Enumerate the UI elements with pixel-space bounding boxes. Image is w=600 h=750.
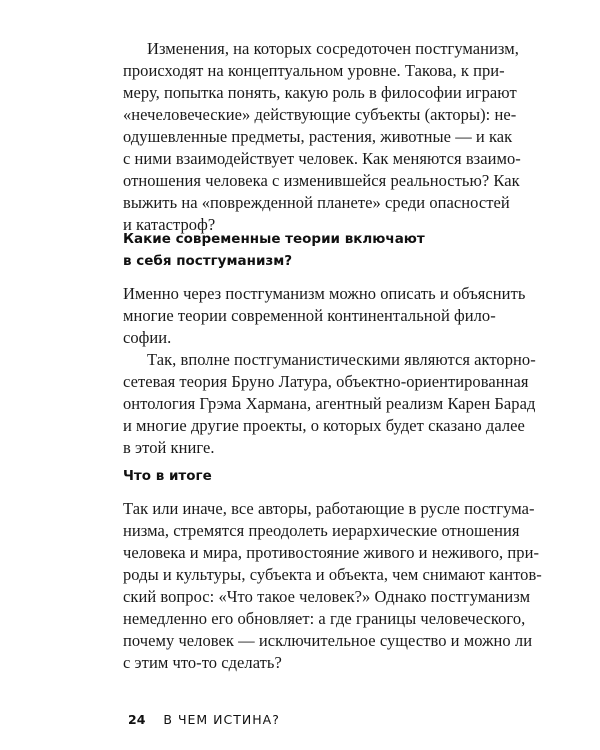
paragraph-3-line: в этой книге. — [123, 438, 215, 457]
paragraph-3-line: Так, вполне постгуманистическими являются акторно- — [147, 350, 536, 369]
page-number: 24 — [128, 712, 146, 727]
paragraph-1-line: выжить на «поврежденной планете» среди опасностей — [123, 193, 510, 212]
paragraph-4-line: с этим что-то сделать? — [123, 653, 282, 672]
paragraph-2-line: многие теории современной континентальной фило- — [123, 306, 496, 325]
paragraph-4-line: человека и мира, противостояние живого и неживого, при- — [123, 543, 539, 562]
paragraph-4-line: низма, стремятся преодолеть иерархические отношения — [123, 521, 520, 540]
paragraph-1-line: меру, попытка понять, какую роль в философии играют — [123, 83, 517, 102]
paragraph-4-line: почему человек — исключительное существо и можно ли — [123, 631, 533, 650]
page-footer — [128, 712, 280, 727]
paragraph-1-line: «нечеловеческие» действующие субъекты (акторы): не- — [123, 105, 517, 124]
running-title: В ЧЕМ ИСТИНА? — [163, 712, 280, 727]
section-heading-line: Какие современные теории включают — [123, 231, 425, 247]
paragraph-1-line: происходят на концептуальном уровне. Такова, к при- — [123, 61, 505, 80]
paragraph-4-line: ский вопрос: «Что такое человек?» Однако постгуманизм — [123, 587, 531, 606]
paragraph-2-line: Именно через постгуманизм можно описать и объяснить — [123, 284, 526, 303]
paragraph-3-line: сетевая теория Бруно Латура, объектно-ориентированная — [123, 372, 529, 391]
paragraph-1-line: Изменения, на которых сосредоточен постгуманизм, — [147, 39, 519, 58]
paragraph-2-line: софии. — [123, 328, 172, 347]
paragraph-4-line: Так или иначе, все авторы, работающие в русле постгума- — [123, 499, 535, 518]
paragraph-1-line: с ними взаимодействует человек. Как меняются взаимо- — [123, 149, 521, 168]
paragraph-1-line: отношения человека с изменившейся реальностью? Как — [123, 171, 520, 190]
paragraph-3-line: и многие другие проекты, о которых будет сказано далее — [123, 416, 525, 435]
paragraph-3-line: онтология Грэма Хармана, агентный реализм Карен Барад — [123, 394, 536, 413]
section-heading-line: в себя постгуманизм? — [123, 253, 293, 269]
paragraph-4-line: роды и культуры, субъекта и объекта, чем снимают кантов- — [123, 565, 542, 584]
paragraph-1-line: одушевленные предметы, растения, животные — и как — [123, 127, 513, 146]
paragraph-1-line: и катастроф? — [123, 215, 216, 234]
paragraph-4-line: немедленно его обновляет: а где границы человеческого, — [123, 609, 526, 628]
section-heading: Что в итоге — [123, 468, 212, 484]
